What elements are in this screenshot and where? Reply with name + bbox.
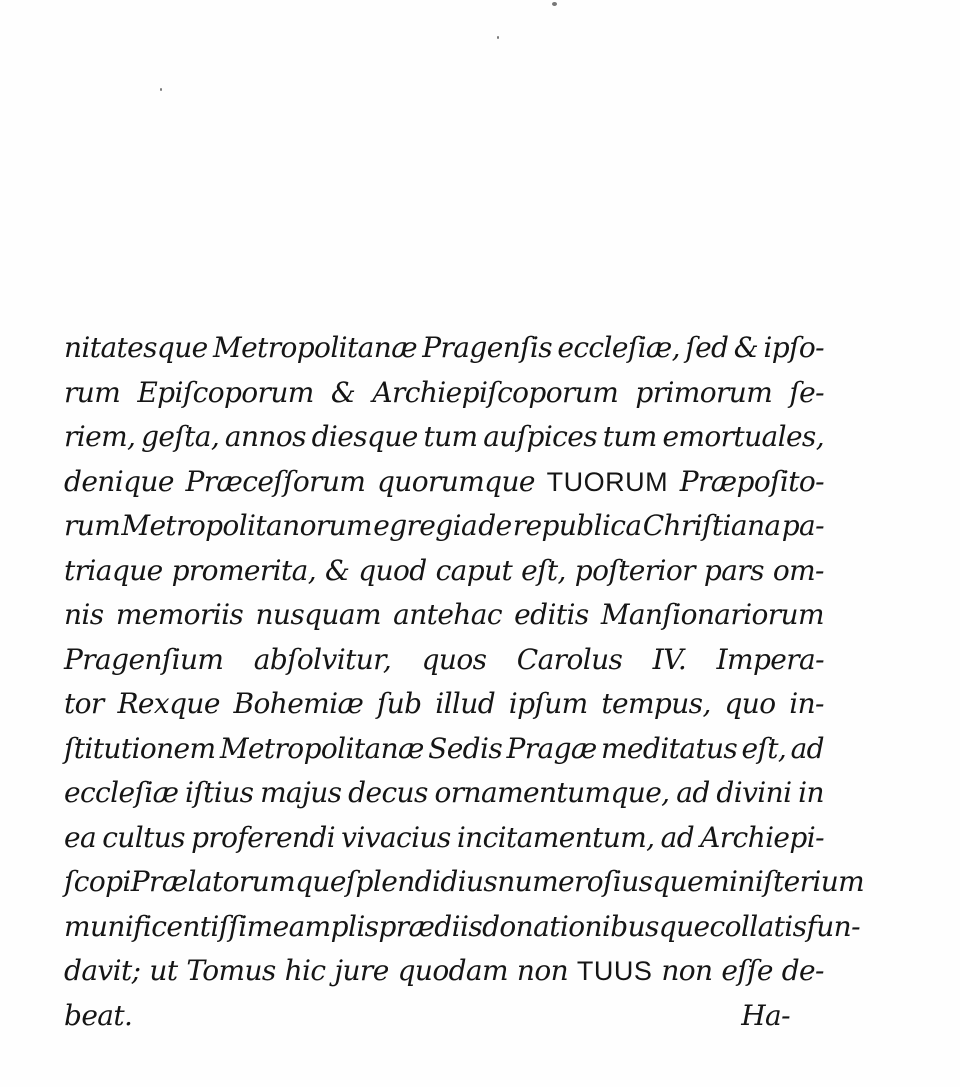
word: ut [149,954,178,987]
word: TUORUM [546,466,669,497]
word: Prælatorumque [130,865,346,898]
word: cultus [102,820,185,854]
word: ad [676,776,710,809]
word: ad [660,820,695,854]
word: Rexque [117,687,220,720]
word: promerita, [171,553,317,587]
body-text [64,326,865,1038]
ink-speck [160,88,162,91]
word: Pragenſium [64,642,224,676]
word: pa- [781,509,824,542]
text-line [64,504,824,549]
word: geſta, [141,420,220,453]
word: TUUS [576,956,653,986]
word: nis [64,598,104,631]
word: riem, [64,420,136,453]
word: de [478,509,512,542]
word: majus [260,776,342,809]
word: Metropolitanæ [219,731,424,765]
final-line [64,994,824,1039]
word: eſt, [741,731,787,765]
word: eccleſiæ [64,776,179,809]
word: Impera- [716,642,824,676]
word: eccleſiæ, [557,331,680,364]
word: quo [724,687,776,720]
word: non [661,954,713,987]
word: Archiepi- [700,820,824,854]
word: auſpices [483,420,597,453]
word: & [325,553,350,587]
word: non [516,954,569,987]
word: caput [435,553,513,587]
word: egregia [373,509,478,542]
word: vivacius [341,820,451,854]
word: iſtius [185,776,254,809]
text-line [64,415,824,460]
word: proferendi [191,820,336,854]
word: de- [781,954,824,987]
text-line [64,860,865,905]
word: Carolus [516,642,623,676]
word: Præceſſorum [185,464,366,498]
word: miniſterium [703,865,865,898]
text-line [64,638,824,683]
text-line [64,326,824,371]
word: Metropolitanæ [213,331,417,364]
word: amplis [288,909,379,943]
word: Archiepiſcoporum [372,375,619,409]
word: Chriſtiana [642,509,781,542]
word: primorum [635,375,773,409]
word: IV. [652,642,687,676]
word: Pragæ [506,731,597,765]
word: quos [421,642,487,676]
word: divini [716,776,792,809]
word: donationibusque [482,909,710,943]
word: ea [64,820,97,854]
word: tum [602,420,657,453]
word: nusquam [255,598,381,631]
word: decus [348,776,428,809]
word: diesque [311,420,418,453]
word: numeroſiusque [497,865,704,898]
word: poſterior [574,553,695,587]
word: hic [284,954,326,987]
word: collatis [709,909,807,943]
ink-speck [497,36,499,39]
text-line [64,549,824,594]
word: ad [790,731,824,765]
word: Sedis [428,731,503,765]
word: om- [772,553,824,587]
word: prædiis [378,909,483,943]
text-line [64,460,824,505]
word: ſe- [789,375,824,409]
word: tum [423,420,478,453]
word: ornamentumque, [434,776,670,809]
word: ſed [685,331,729,364]
word: ſtitutionem [64,731,216,765]
text-line [64,727,824,772]
word: denique [64,464,174,498]
word: eſſe [721,954,773,987]
word: fun- [806,909,860,943]
word: pars [703,553,764,587]
word: memoriis [115,598,244,631]
text-line [64,816,824,861]
word: rum [64,375,121,409]
word: incitamentum, [456,820,655,854]
word: quorumque [376,464,535,498]
word: Bohemiæ [233,687,364,720]
word: editis [514,598,589,631]
text-line [64,771,824,816]
word: & [330,375,356,409]
word: in [798,776,824,809]
word: Epiſcoporum [137,375,314,409]
final-word: beat. [64,998,133,1032]
text-line [64,682,824,727]
word: Manſionariorum [600,598,824,631]
word: ſcopi [64,865,131,898]
word: rum [64,509,121,542]
word: Præpoſito- [679,464,824,498]
word: jure [334,954,389,987]
word: republica [512,509,642,542]
word: nitatesque [64,331,208,364]
word: ipſum [508,687,588,720]
word: Metropolitanorum [121,509,373,542]
ink-speck [552,2,557,6]
word: Tomus [186,954,276,987]
text-line [64,905,860,950]
word: davit; [64,954,141,987]
word: triaque [64,553,163,587]
catchword: Ha- [741,998,790,1032]
word: illud [435,687,496,720]
word: meditatus [600,731,738,765]
word: abſolvitur, [253,642,392,676]
text-line [64,593,824,638]
word: quodam [397,954,508,987]
word: tor [64,687,104,720]
word: ſub [376,687,422,720]
word: ipſo- [763,331,824,364]
word: quod [358,553,427,587]
text-line [64,949,824,994]
word: munificentiſſime [64,909,289,943]
word: eſt, [521,553,566,587]
text-line [64,371,824,416]
word: tempus, [601,687,711,720]
word: Pragenſis [422,331,553,364]
word: emortuales, [662,420,824,453]
word: in- [789,687,824,720]
word: & [733,331,759,364]
word: annos [224,420,306,453]
word: ſplendidius [345,865,498,898]
word: antehac [393,598,502,631]
